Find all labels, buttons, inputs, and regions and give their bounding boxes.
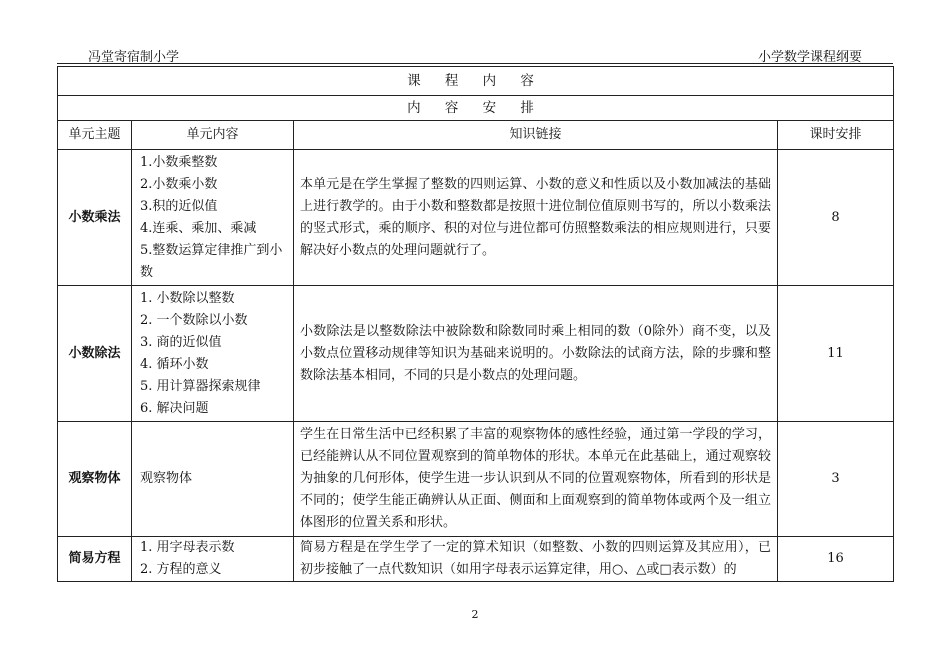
- unit-topic: 观察物体: [58, 422, 132, 537]
- lesson-hours: 11: [778, 286, 894, 422]
- unit-content: [132, 286, 294, 422]
- document-title: 小学数学课程纲要: [757, 50, 862, 65]
- list-item: 2. 方程的意义: [140, 562, 222, 577]
- column-header-knowledge-link: 知识链接: [294, 121, 778, 150]
- column-header-hours: 课时安排: [778, 121, 894, 150]
- list-item: 2.小数乘小数: [140, 176, 218, 192]
- list-item: 3. 商的近似值: [140, 334, 222, 350]
- table-row: [58, 537, 894, 582]
- list-item: 5. 用计算器探索规律: [140, 378, 261, 394]
- lesson-hours: 16: [778, 537, 894, 582]
- table-row: [58, 150, 894, 286]
- unit-content: [132, 537, 294, 582]
- unit-topic: 小数乘法: [58, 150, 132, 286]
- list-item: 2. 一个数除以小数: [140, 312, 248, 328]
- list-item: 4. 循环小数: [140, 356, 209, 372]
- list-item: 1. 用字母表示数: [140, 540, 235, 555]
- list-item: 观察物体: [140, 471, 193, 486]
- unit-topic: 小数除法: [58, 286, 132, 422]
- list-item: 1. 小数除以整数: [140, 290, 235, 306]
- unit-topic: 简易方程: [58, 537, 132, 582]
- unit-content: [132, 150, 294, 286]
- course-content-table: [57, 66, 894, 582]
- lesson-hours: 8: [778, 150, 894, 286]
- page-number: 2: [471, 608, 479, 621]
- school-name: 冯堂寄宿制小学: [88, 50, 180, 65]
- list-item: 6. 解决问题: [140, 400, 209, 416]
- table-title: 课 程 内 容: [58, 67, 894, 96]
- knowledge-link: 简易方程是在学生学了一定的算术知识（如整数、小数的四则运算及其应用），已初步接触了一点代数知识（如用字母表示运算定律，用○、△或□表示数）的: [294, 537, 778, 582]
- table-subtitle: 内 容 安 排: [58, 96, 894, 121]
- header-rule: [57, 63, 893, 64]
- list-item: 3.积的近似值: [140, 198, 218, 214]
- knowledge-link: 小数除法是以整数除法中被除数和除数同时乘上相同的数（0除外）商不变，以及小数点位置移动规律等知识为基础来说明的。小数除法的试商方法，除的步骤和整数除法基本相同，不同的只是小数点的处理问题。: [294, 286, 778, 422]
- list-item: 4.连乘、乘加、乘减: [140, 220, 257, 236]
- column-header-unit-content: 单元内容: [132, 121, 294, 150]
- table-row: [58, 422, 894, 537]
- list-item: 5.整数运算定律推广到小数: [140, 242, 283, 280]
- knowledge-link: 本单元是在学生掌握了整数的四则运算、小数的意义和性质以及小数加减法的基础上进行教学的。由于小数和整数都是按照十进位制位值原则书写的，所以小数乘法的竖式形式，乘的顺序、积的对位与进位都可仿照整数乘法的相应规则进行，只要解决好小数点的处理问题就行了。: [294, 150, 778, 286]
- list-item: 1.小数乘整数: [140, 154, 218, 170]
- knowledge-link: 学生在日常生活中已经积累了丰富的观察物体的感性经验，通过第一学段的学习，已经能辨认从不同位置观察到的简单物体的形状。本单元在此基础上，通过观察较为抽象的几何形体，使学生进一步认识到从不同的位置观察物体，所看到的形状是不同的；使学生能正确辨认从正面、侧面和上面观察到的简单物体或两个及一组立体图形的位置关系和形状。: [294, 422, 778, 537]
- column-header-unit-topic: 单元主题: [58, 121, 132, 150]
- unit-content: [132, 422, 294, 537]
- lesson-hours: 3: [778, 422, 894, 537]
- table-row: [58, 286, 894, 422]
